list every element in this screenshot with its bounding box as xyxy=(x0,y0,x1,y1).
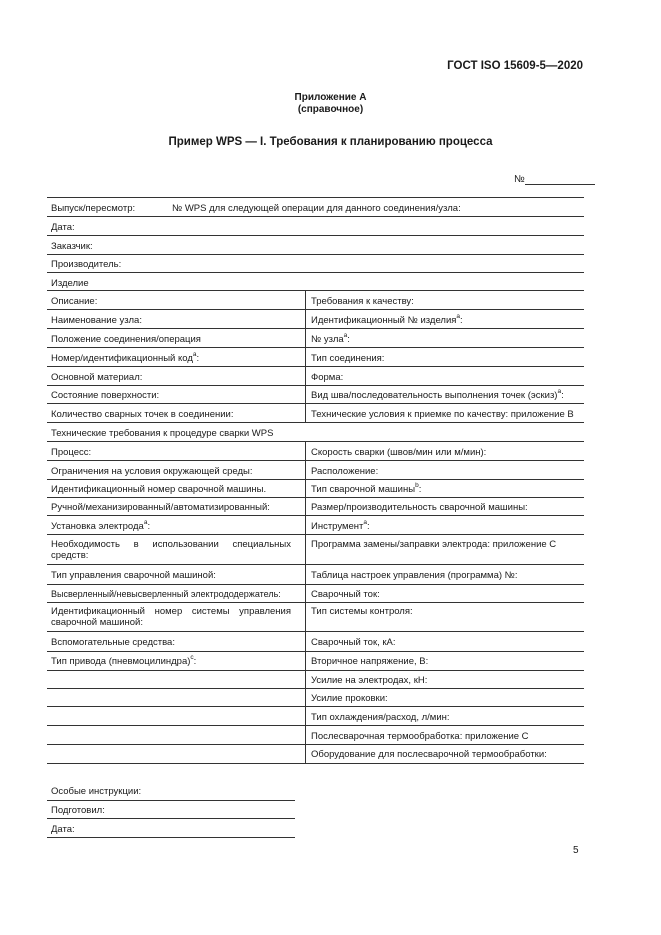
special-tools-label: Необходимость в использовании специальных средств: xyxy=(51,539,291,561)
rule xyxy=(47,744,584,745)
joint-type-label: Тип соединения: xyxy=(311,353,385,364)
revision-label: Выпуск/пересмотр: xyxy=(51,203,136,214)
shape-label: Форма: xyxy=(311,372,344,383)
secondary-voltage-label: Вторичное напряжение, В: xyxy=(311,656,429,667)
number-blank[interactable] xyxy=(525,173,595,185)
welding-current-label: Сварочный ток: xyxy=(311,589,380,600)
base-material-label: Основной материал: xyxy=(51,372,143,383)
rule xyxy=(47,309,584,310)
rule xyxy=(47,254,584,255)
rule xyxy=(47,534,584,535)
control-system-type-label: Тип системы контроля: xyxy=(311,606,413,617)
location-label: Расположение: xyxy=(311,466,379,477)
rule xyxy=(47,441,584,442)
rule xyxy=(47,818,295,819)
prepared-by-label: Подготовил: xyxy=(51,805,105,816)
rule xyxy=(47,800,295,801)
spot-count-label: Количество сварных точек в соединении: xyxy=(51,409,234,420)
joint-position-label: Положение соединения/операция xyxy=(51,334,201,345)
date-label: Дата: xyxy=(51,222,75,233)
welding-speed-label: Скорость сварки (швов/мин или м/мин): xyxy=(311,447,487,458)
rule xyxy=(47,706,584,707)
quality-requirements-label: Требования к качеству: xyxy=(311,296,414,307)
customer-label: Заказчик: xyxy=(51,241,93,252)
process-label: Процесс: xyxy=(51,447,92,458)
machine-size-label: Размер/производительность сварочной машины: xyxy=(311,502,528,513)
special-instructions-label: Особые инструкции: xyxy=(51,786,142,797)
current-ka-label: Сварочный ток, кА: xyxy=(311,637,396,648)
control-table-label: Таблица настроек управления (программа) №: xyxy=(311,570,518,581)
document-title: Пример WPS — I. Требования к планированию процесса xyxy=(168,136,493,148)
rule xyxy=(47,631,584,632)
operation-mode-label: Ручной/механизированный/автоматизированный: xyxy=(51,502,270,513)
rule xyxy=(47,670,584,671)
surface-condition-label: Состояние поверхности: xyxy=(51,390,160,401)
manufacturer-label: Производитель: xyxy=(51,259,122,270)
rule xyxy=(47,422,584,423)
rule xyxy=(47,385,584,386)
product-id-label: Идентификационный № изделия$^a$: xyxy=(311,312,463,326)
rule xyxy=(47,366,584,367)
wps-next-operation-label: № WPS для следующей операции для данного соединения/узла: xyxy=(172,203,461,214)
column-divider xyxy=(305,290,306,422)
machine-control-label: Тип управления сварочной машиной: xyxy=(51,570,216,581)
column-divider xyxy=(305,441,306,763)
rule xyxy=(47,235,584,236)
appendix-title: Приложение А xyxy=(294,92,367,103)
rule xyxy=(47,584,584,585)
cooling-label: Тип охлаждения/расход, л/мин: xyxy=(311,712,450,723)
rule xyxy=(47,763,584,764)
rule xyxy=(47,688,584,689)
number-label: № xyxy=(514,174,525,185)
rule xyxy=(47,564,584,565)
rule xyxy=(47,602,584,603)
environment-limits-label: Ограничения на условия окружающей среды: xyxy=(51,466,253,477)
rule xyxy=(47,460,584,461)
appendix-heading xyxy=(0,92,661,116)
rule xyxy=(47,347,584,348)
product-label: Изделие xyxy=(51,278,89,289)
assembly-name-label: Наименование узла: xyxy=(51,315,142,326)
tool-label: Инструмент$^a$: xyxy=(311,518,370,532)
auxiliary-means-label: Вспомогательные средства: xyxy=(51,637,175,648)
appendix-subtitle: (справочное) xyxy=(297,104,364,115)
rule xyxy=(47,328,584,329)
wps-number-field[interactable] xyxy=(514,173,595,185)
id-code-label: Номер/идентификационный код$^a$: xyxy=(51,350,200,364)
electrode-force-label: Усилие на электродах, кН: xyxy=(311,675,428,686)
rule xyxy=(47,515,584,516)
machine-type-label: Тип сварочной машины$^b$: xyxy=(311,481,422,495)
rule xyxy=(47,216,584,217)
assembly-number-label: № узла$^a$: xyxy=(311,331,350,345)
machine-id-label: Идентификационный номер сварочной машины. xyxy=(51,484,267,495)
forging-force-label: Усилие проковки: xyxy=(311,693,388,704)
seam-type-label: Вид шва/последовательность выполнения точек (эскиз)$^a$: xyxy=(311,387,564,401)
rule xyxy=(47,725,584,726)
rule xyxy=(47,497,584,498)
electrode-setup-label: Установка электрода$^a$: xyxy=(51,518,151,532)
rule xyxy=(47,837,295,838)
control-system-id-label: Идентификационный номер системы управления сварочной машиной: xyxy=(51,606,291,628)
rule xyxy=(47,403,584,404)
post-heat-label: Послесварочная термообработка: приложение С xyxy=(311,731,529,742)
post-heat-equipment-label: Оборудование для послесварочной термообработки: xyxy=(311,749,547,760)
electrode-program-label: Программа замены/заправки электрода: приложение С xyxy=(311,539,557,550)
acceptance-conditions-label: Технические условия к приемке по качеству: приложение В xyxy=(311,409,574,420)
page-number: 5 xyxy=(573,845,579,856)
rule xyxy=(47,651,584,652)
document-code: ГОСТ ISO 15609-5—2020 xyxy=(447,60,583,72)
rule xyxy=(47,290,584,291)
bottom-date-label: Дата: xyxy=(51,824,75,835)
electrode-holder-label: Высверленный/невысверленный электрододержатель: xyxy=(51,589,281,599)
rule xyxy=(47,479,584,480)
rule xyxy=(47,197,584,198)
wps-requirements-heading: Технические требования к процедуре сварки WPS xyxy=(51,428,274,439)
description-label: Описание: xyxy=(51,296,98,307)
drive-type-label: Тип привода (пневмоцилиндра)$^c$: xyxy=(51,653,197,667)
rule xyxy=(47,272,584,273)
